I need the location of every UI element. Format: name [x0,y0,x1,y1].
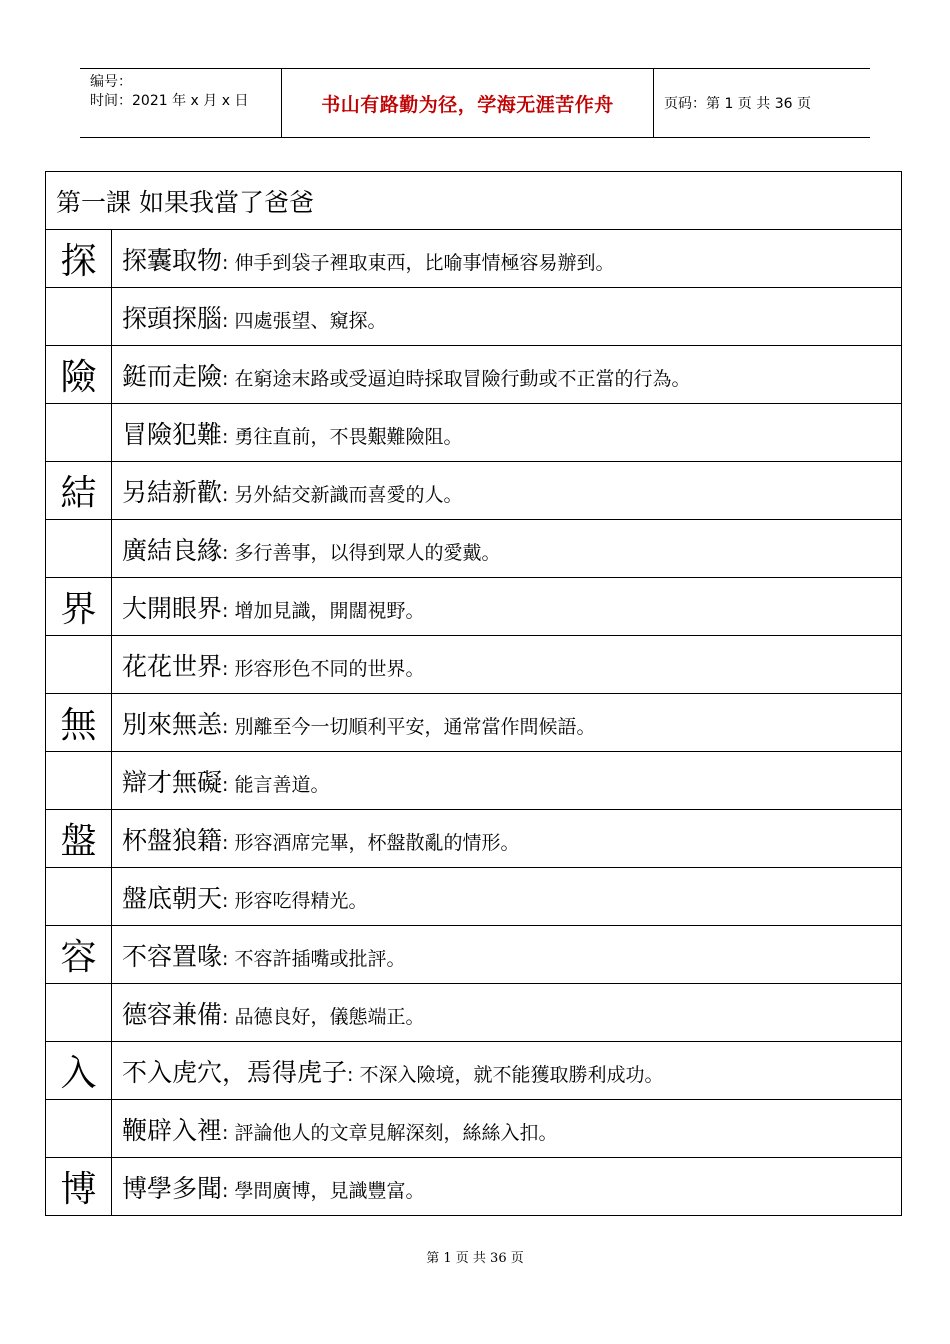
entry-cell [112,404,902,462]
lesson-title: 第一課 如果我當了爸爸 [46,172,902,230]
idiom-definition: : 不深入險境，就不能獲取勝利成功。 [347,1063,664,1086]
table-row [46,288,902,346]
idiom-term: 德容兼備 [122,999,223,1029]
vocabulary-table [45,171,902,1216]
idiom-definition: : 另外結交新識而喜愛的人。 [222,483,463,506]
idiom-definition: : 不容許插嘴或批評。 [222,947,406,970]
entry-cell [112,462,902,520]
entry-cell [112,926,902,984]
header-meta [80,69,282,137]
idiom-definition: : 形容吃得精光。 [222,889,368,912]
entry-cell [112,868,902,926]
idiom-term: 鞭辟入裡 [122,1115,223,1145]
idiom-definition: : 勇往直前，不畏艱難險阻。 [222,425,463,448]
table-row [46,1042,902,1100]
table-row [46,926,902,984]
key-character [46,752,112,810]
time-label: 时间：2021 年 x 月 x 日 [90,93,249,109]
idiom-term: 不入虎穴，焉得虎子 [122,1057,348,1087]
entry-cell [112,346,902,404]
table-row [46,636,902,694]
key-character [46,868,112,926]
idiom-definition: : 四處張望、窺探。 [222,309,387,332]
table-row [46,1158,902,1216]
entry-cell [112,1100,902,1158]
entry-cell [112,694,902,752]
idiom-term: 不容置喙 [122,941,223,971]
header-page-info: 页码：第 1 页 共 36 页 [664,96,811,112]
key-character [46,404,112,462]
entry-cell [112,636,902,694]
key-character: 探 [46,230,112,288]
entry-cell [112,1042,902,1100]
key-character: 容 [46,926,112,984]
idiom-definition: : 在窮途末路或受逼迫時採取冒險行動或不正當的行為。 [222,367,691,390]
idiom-definition: : 伸手到袋子裡取東西，比喻事情極容易辦到。 [222,251,615,274]
header-motto: 书山有路勤为径，学海无涯苦作舟 [282,69,654,137]
table-row [46,462,902,520]
entry-cell [112,520,902,578]
number-label: 编号： [90,74,132,90]
idiom-definition: : 形容酒席完畢，杯盤散亂的情形。 [222,831,520,854]
entry-cell [112,984,902,1042]
title-row [46,172,902,230]
idiom-definition: : 學問廣博，見識豐富。 [222,1179,425,1202]
key-character: 險 [46,346,112,404]
table-row [46,230,902,288]
page-header [80,68,870,138]
idiom-definition: : 品德良好，儀態端正。 [222,1005,425,1028]
idiom-term: 冒險犯難 [122,419,223,449]
idiom-definition: : 多行善事，以得到眾人的愛戴。 [222,541,501,564]
table-row [46,694,902,752]
idiom-term: 博學多聞 [122,1173,223,1203]
idiom-definition: : 別離至今一切順利平安，通常當作問候語。 [222,715,596,738]
key-character [46,1100,112,1158]
entry-cell [112,230,902,288]
idiom-term: 探頭探腦 [122,303,223,333]
idiom-term: 別來無恙 [122,709,223,739]
key-character [46,520,112,578]
table-row [46,984,902,1042]
idiom-term: 花花世界 [122,651,223,681]
key-character: 入 [46,1042,112,1100]
key-character: 界 [46,578,112,636]
idiom-term: 鋌而走險 [122,361,223,391]
table-row [46,578,902,636]
key-character: 結 [46,462,112,520]
entry-cell [112,752,902,810]
entry-cell [112,1158,902,1216]
table-row [46,346,902,404]
entry-cell [112,578,902,636]
idiom-definition: : 能言善道。 [222,773,330,796]
table-row [46,752,902,810]
idiom-term: 廣結良緣 [122,535,223,565]
table-row [46,520,902,578]
key-character [46,636,112,694]
entry-cell [112,288,902,346]
key-character: 無 [46,694,112,752]
idiom-term: 杯盤狼籍 [122,825,223,855]
key-character [46,984,112,1042]
table-row [46,810,902,868]
page-footer: 第 1 页 共 36 页 [426,1251,524,1266]
idiom-definition: : 增加見識，開闊視野。 [222,599,425,622]
idiom-term: 盤底朝天 [122,883,223,913]
table-row [46,868,902,926]
table-row [46,1100,902,1158]
idiom-definition: : 評論他人的文章見解深刻，絲絲入扣。 [222,1121,558,1144]
table-row [46,404,902,462]
key-character: 博 [46,1158,112,1216]
idiom-term: 大開眼界 [122,593,223,623]
idiom-term: 辯才無礙 [122,767,223,797]
entry-cell [112,810,902,868]
idiom-definition: : 形容形色不同的世界。 [222,657,425,680]
key-character: 盤 [46,810,112,868]
idiom-term: 探囊取物 [122,245,223,275]
idiom-term: 另結新歡 [122,477,223,507]
key-character [46,288,112,346]
